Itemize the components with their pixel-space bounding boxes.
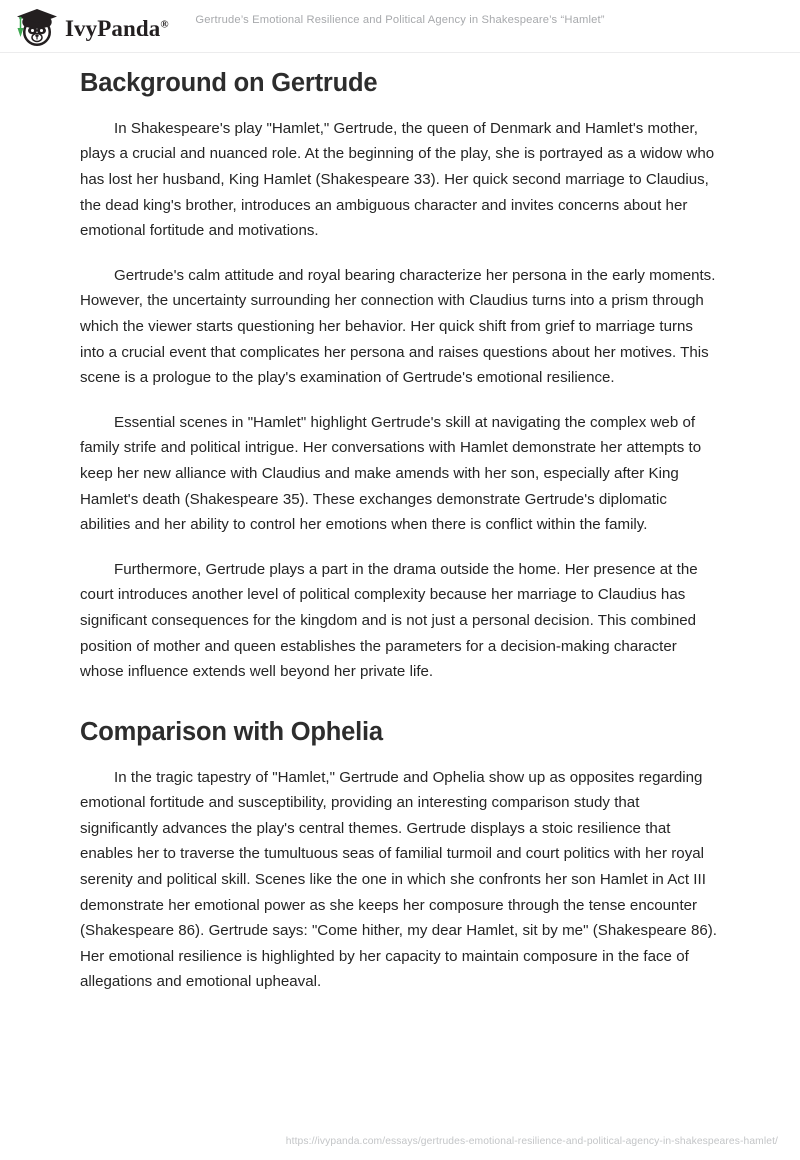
page-footer	[0, 1114, 800, 1160]
page-header	[0, 0, 800, 53]
paragraph: Furthermore, Gertrude plays a part in the drama outside the home. Her presence at the court introduces another level of political complexity because her marriage to Claudius has significant consequences for the kingdom and is not just a personal decision. This combined position of mother and queen establishes the parameters for a decision-making character whose influence extends well beyond her private life.	[80, 560, 698, 681]
paragraph: Essential scenes in "Hamlet" highlight Gertrude's skill at navigating the complex web of family strife and political intrigue. Her conversations with Hamlet demonstrate her attempts to keep her new alliance with Claudius and make amends with her son, especially after King Hamlet's death (Shakespeare 35). These exchanges demonstrate Gertrude's diplomatic abilities and her ability to control her emotions when there is conflict within the family.	[80, 413, 702, 534]
header-divider	[0, 52, 800, 53]
brand-name-text: IvyPanda	[65, 15, 161, 41]
document-content	[80, 68, 720, 1014]
section-heading-comparison-with-ophelia: Comparison with Ophelia	[80, 717, 383, 746]
panda-graduation-cap-logo	[12, 6, 58, 48]
document-title-header: Gertrude’s Emotional Resilience and Political Agency in Shakespeare’s “Hamlet”	[195, 14, 605, 26]
paragraph: In the tragic tapestry of "Hamlet," Gertrude and Ophelia show up as opposites regarding emotional fortitude and susceptibility, providing an interesting comparison study that significantly advances the play's central themes. Gertrude displays a stoic resilience that enables her to traverse the tumultuous seas of familial turmoil and court politics with her royal serenity and political skill. Scenes like the one in which she confronts her son Hamlet in Act III demonstrate her emotional power as she keeps her composure through the tense encounter (Shakespeare 86). Gertrude says: "Come hither, my dear Hamlet, sit by me" (Shakespeare 86). Her emotional resilience is highlighted by her capacity to maintain composure in the face of allegations and emotional upheaval.	[80, 768, 718, 991]
brand-logo-group[interactable]	[12, 6, 169, 48]
source-url-link[interactable]: https://ivypanda.com/essays/gertrudes-emotional-resilience-and-political-agency-in-shakespeares-hamlet/	[285, 1136, 778, 1147]
paragraph: Gertrude's calm attitude and royal bearing characterize her persona in the early moments. However, the uncertainty surrounding her connection with Claudius turns into a prism through which the viewer starts questioning her behavior. Her quick shift from grief to marriage turns into a crucial event that complicates her persona and raises questions about her motives. This scene is a prologue to the play's examination of Gertrude's emotional resilience.	[80, 266, 716, 387]
registered-trademark-symbol: ®	[160, 17, 169, 30]
paragraph: In Shakespeare's play "Hamlet," Gertrude, the queen of Denmark and Hamlet's mother, plays a crucial and nuanced role. At the beginning of the play, she is portrayed as a widow who has lost her husband, King Hamlet (Shakespeare 33). Her quick second marriage to Claudius, the dead king's brother, introduces an ambiguous character and invites concerns about her emotional fortitude and motivations.	[80, 119, 715, 240]
section-heading-background-on-gertrude: Background on Gertrude	[80, 69, 378, 97]
